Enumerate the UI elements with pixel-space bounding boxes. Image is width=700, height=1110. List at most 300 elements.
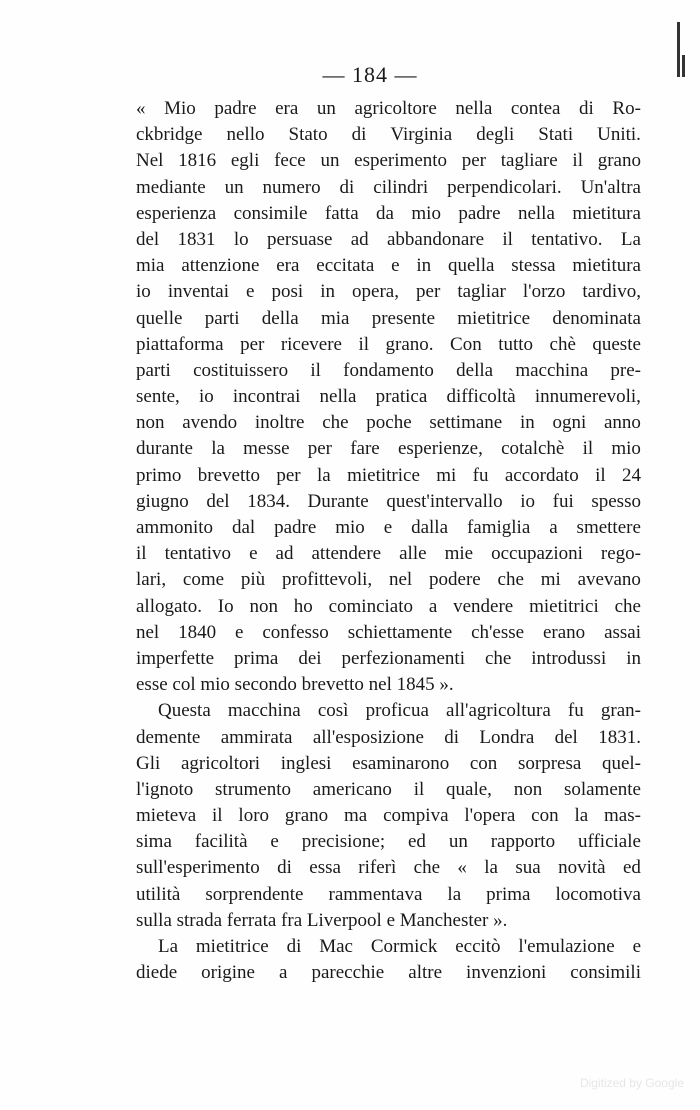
word: denominata <box>552 307 641 329</box>
word: confesso <box>262 621 329 643</box>
text-line <box>136 463 641 489</box>
word: grano <box>597 150 641 172</box>
word: ogni <box>552 412 587 434</box>
word: agricoltore <box>354 98 437 119</box>
word: di <box>579 98 594 119</box>
word: nella <box>319 386 357 408</box>
word: Londra <box>479 726 535 748</box>
word: un <box>316 98 336 119</box>
word: americano <box>312 778 392 800</box>
word: mie <box>444 543 474 565</box>
word: famiglia <box>466 517 531 538</box>
word: attenzione <box>181 255 260 277</box>
word: Ro- <box>612 98 641 119</box>
text-line <box>136 384 641 410</box>
word: più <box>240 569 266 591</box>
word: occupazioni <box>491 543 583 565</box>
word: come <box>182 569 225 591</box>
word: avendo <box>182 412 238 434</box>
word: all'agricoltura <box>446 700 551 722</box>
word: origine <box>201 962 255 984</box>
text-line <box>136 436 641 462</box>
word: a <box>549 517 558 538</box>
word: Stato <box>288 124 328 146</box>
word: ricevere <box>280 333 342 355</box>
text-line-paragraph-end: sulla strada ferrata fra Liverpool e Manchester ». <box>136 909 508 931</box>
word: e <box>235 621 244 643</box>
word: tardivo, <box>582 281 641 303</box>
word: assai <box>604 621 641 643</box>
text-line <box>136 620 641 646</box>
text-line <box>136 332 641 358</box>
word: per <box>416 281 441 303</box>
word: contea <box>510 98 561 119</box>
word: fu <box>567 700 584 722</box>
word: locomotiva <box>555 883 641 905</box>
word: messe <box>243 438 290 460</box>
word: abbandonare <box>387 228 485 250</box>
word: di <box>444 726 460 748</box>
word: per <box>461 150 487 172</box>
word: del <box>136 228 160 250</box>
text-line <box>136 410 641 436</box>
text-line <box>136 803 641 829</box>
word: l'ignoto <box>136 778 194 800</box>
word: Virginia <box>390 124 453 146</box>
word: Un'altra <box>580 176 641 198</box>
word: in <box>320 281 336 303</box>
word: quale, <box>446 778 492 800</box>
word: inventai <box>167 281 230 303</box>
word: gran- <box>600 700 641 722</box>
text-line <box>136 960 641 986</box>
word: Io <box>217 595 234 617</box>
word: 1834. <box>247 490 290 512</box>
word: facilità <box>194 831 248 853</box>
word: Nel <box>136 150 164 172</box>
word: Uniti. <box>597 124 641 146</box>
word: del <box>206 490 230 512</box>
text-line <box>136 855 641 881</box>
word: tentativo. <box>531 228 603 250</box>
word: quel- <box>601 752 641 774</box>
word: demente <box>136 726 201 748</box>
word: l'emulazione <box>518 936 615 957</box>
text-line <box>136 96 641 122</box>
word: e <box>632 936 641 957</box>
word: che <box>484 647 512 669</box>
word: della <box>261 307 299 329</box>
word: chè <box>549 333 576 355</box>
word: consimile <box>233 202 308 224</box>
text-line <box>136 358 641 384</box>
word: il <box>136 543 147 565</box>
word: mia <box>320 307 350 329</box>
word: parecchie <box>311 962 385 984</box>
word: e <box>249 543 258 565</box>
word: in <box>519 412 535 434</box>
word: durante <box>136 438 193 460</box>
word: pre- <box>610 359 641 381</box>
word: Cormick <box>370 936 438 957</box>
word: cominciato <box>328 595 414 617</box>
word: novità <box>558 857 606 879</box>
word: nel <box>136 621 160 643</box>
word: Stati <box>538 124 574 146</box>
word: da <box>376 202 394 224</box>
word: non <box>513 778 543 800</box>
word: difficoltà <box>446 386 516 408</box>
word: sima <box>136 831 172 853</box>
word: grano. <box>385 333 434 355</box>
word: quest'intervallo <box>386 490 503 512</box>
word: lari, <box>136 569 167 591</box>
word: e <box>270 831 279 853</box>
word: primo <box>136 464 182 486</box>
word: l'opera <box>464 805 516 827</box>
word: mietitrice <box>195 936 269 957</box>
text-line <box>136 594 641 620</box>
word: piattaforma <box>136 333 224 355</box>
text-line <box>136 122 641 148</box>
word: parti <box>204 307 240 329</box>
word: padre <box>274 517 317 538</box>
word: consimili <box>570 962 641 984</box>
word: di <box>286 936 302 957</box>
word: posi <box>271 281 304 303</box>
word: nel <box>389 569 413 591</box>
word: esaminarono <box>352 752 450 774</box>
word: numero <box>262 176 321 198</box>
word: mieteva <box>136 805 197 827</box>
word: podere <box>429 569 481 591</box>
text-line <box>136 882 641 908</box>
word: fui <box>552 490 574 512</box>
word: 1831. <box>598 726 641 748</box>
word: dalla <box>411 517 449 538</box>
word: sua <box>515 857 541 879</box>
word: quelle <box>136 307 183 329</box>
word: schiettamente <box>347 621 453 643</box>
text-line-paragraph-start <box>136 934 641 960</box>
word: la <box>574 805 589 827</box>
word: 24 <box>621 464 641 486</box>
text-line <box>136 567 641 593</box>
word: esperienza <box>136 202 217 224</box>
word: rapporto <box>490 831 556 853</box>
word: di <box>339 176 355 198</box>
word: nello <box>226 124 265 146</box>
word: giugno <box>136 490 189 512</box>
word: prima <box>234 647 279 669</box>
word: lo <box>233 228 249 250</box>
word: essa <box>309 857 341 879</box>
word: che <box>614 595 641 617</box>
word: ed <box>622 857 641 879</box>
word: stessa <box>511 255 556 277</box>
word: ckbridge <box>136 124 203 146</box>
word: parti <box>136 359 171 381</box>
word: tagliar <box>457 281 506 303</box>
word: sente, <box>136 386 180 408</box>
word: ch'esse <box>471 621 525 643</box>
word: macchina <box>227 700 301 722</box>
word: la <box>447 883 462 905</box>
word: a <box>279 962 288 984</box>
word: perpendicolari. <box>447 176 562 198</box>
text-line <box>136 725 641 751</box>
word: l'orzo <box>522 281 566 303</box>
word: invenzioni <box>466 962 547 984</box>
word: avevano <box>577 569 641 591</box>
word: riferì <box>358 857 397 879</box>
word: loro <box>238 805 270 827</box>
word: che <box>497 569 524 591</box>
word: mio <box>411 202 441 224</box>
word: con <box>469 752 498 774</box>
word: eccitò <box>455 936 501 957</box>
word: attendere <box>311 543 382 565</box>
word: costituissero <box>193 359 289 381</box>
word: io <box>520 490 536 512</box>
word: cilindri <box>373 176 429 198</box>
word: tentativo <box>164 543 232 565</box>
word: spesso <box>591 490 641 512</box>
word: opera, <box>352 281 399 303</box>
word: il <box>413 778 425 800</box>
word: inoltre <box>254 412 305 434</box>
page-number: — 184 — <box>322 62 418 87</box>
word: compiva <box>383 805 449 827</box>
word: brevetto <box>197 464 261 486</box>
word: fare <box>350 438 380 460</box>
word: 1840 <box>178 621 217 643</box>
word: 1816 <box>178 150 217 172</box>
word: che <box>413 857 441 879</box>
word: padre <box>458 202 501 224</box>
word: nella <box>517 202 555 224</box>
word: della <box>456 359 494 381</box>
word: strumento <box>215 778 292 800</box>
word: smettere <box>576 517 641 538</box>
text-line <box>136 306 641 332</box>
word: fece <box>274 150 306 172</box>
word: vendere <box>453 595 514 617</box>
word: La <box>620 228 641 250</box>
word: precisione; <box>301 831 386 853</box>
word: mietitura <box>572 255 641 277</box>
word: padre <box>214 98 257 119</box>
word: agricoltori <box>180 752 261 774</box>
word: « <box>457 857 467 879</box>
text-line <box>136 829 641 855</box>
word: sull'esperimento <box>136 857 260 879</box>
word: « <box>136 98 146 119</box>
word: presente <box>371 307 436 329</box>
word: innumerevoli, <box>534 386 641 408</box>
word: un <box>448 831 468 853</box>
word: mi <box>540 569 561 591</box>
word: imperfette <box>136 647 215 669</box>
digitization-watermark: Digitized by Google <box>579 1076 684 1090</box>
text-line <box>136 646 641 672</box>
word: la <box>317 464 331 486</box>
text-line <box>136 279 641 305</box>
word: eccitata <box>316 255 375 277</box>
word: con <box>531 805 559 827</box>
word: Mac <box>319 936 353 957</box>
text-line-paragraph-end: esse col mio secondo brevetto nel 1845 ». <box>136 674 454 696</box>
word: di <box>277 857 292 879</box>
word: prima <box>486 883 531 905</box>
word: la <box>211 438 225 460</box>
word: Gli <box>136 752 161 774</box>
word: 1831 <box>177 228 216 250</box>
word: allogato. <box>136 595 202 617</box>
word: pratica <box>375 386 428 408</box>
word: profittevoli, <box>281 569 373 591</box>
word: mio <box>335 517 365 538</box>
text-line <box>136 227 641 253</box>
word: non <box>249 595 278 617</box>
word: ma <box>344 805 368 827</box>
word: del <box>554 726 578 748</box>
word: in <box>626 647 641 669</box>
word: mietitura <box>572 202 641 224</box>
word: La <box>158 936 179 957</box>
word: e <box>246 281 255 303</box>
word: per <box>240 333 265 355</box>
word: tutto <box>498 333 534 355</box>
word: ammonito <box>136 517 214 538</box>
word: il <box>358 333 370 355</box>
word: fatta <box>324 202 359 224</box>
word: mediante <box>136 176 206 198</box>
word: il <box>582 438 594 460</box>
word: all'esposizione <box>312 726 424 748</box>
text-line <box>136 148 641 174</box>
word: la <box>484 857 498 879</box>
word: esperimento <box>354 150 448 172</box>
word: accordato <box>504 464 579 486</box>
word: io <box>198 386 214 408</box>
word: e <box>391 255 400 277</box>
word: un <box>320 150 340 172</box>
word: ad <box>350 228 369 250</box>
word: in <box>416 255 432 277</box>
word: cotalchè <box>501 438 565 460</box>
word: a <box>428 595 438 617</box>
word: quella <box>447 255 495 277</box>
word: dei <box>298 647 322 669</box>
word: mietitrici <box>529 595 599 617</box>
word: di <box>351 124 367 146</box>
text-line <box>136 515 641 541</box>
word: persuase <box>266 228 333 250</box>
word: diede <box>136 962 178 984</box>
word: erano <box>542 621 586 643</box>
word: poche <box>366 412 412 434</box>
word: settimane <box>429 412 503 434</box>
word: un <box>224 176 244 198</box>
word: dal <box>231 517 256 538</box>
text-line <box>136 489 641 515</box>
word: tagliare <box>500 150 558 172</box>
word: mietitrice <box>347 464 420 486</box>
word: mi <box>436 464 457 486</box>
word: perfezionamenti <box>341 647 465 669</box>
word: il <box>595 464 606 486</box>
word: mia <box>136 255 165 277</box>
word: degli <box>476 124 515 146</box>
word: il <box>212 805 223 827</box>
word: il <box>502 228 513 250</box>
word: il <box>572 150 583 172</box>
word: macchina <box>515 359 589 381</box>
word: mio <box>611 438 641 460</box>
word: solamente <box>563 778 641 800</box>
word: era <box>275 98 299 119</box>
word: ho <box>293 595 313 617</box>
word: così <box>317 700 349 722</box>
body-text <box>136 96 641 986</box>
word: ammirata <box>220 726 293 748</box>
word: per <box>307 438 333 460</box>
word: per <box>276 464 301 486</box>
word: ufficiale <box>577 831 641 853</box>
word: anno <box>603 412 641 434</box>
word: altre <box>408 962 443 984</box>
word: era <box>276 255 300 277</box>
word: Durante <box>307 490 369 512</box>
word: io <box>136 281 151 303</box>
text-line <box>136 175 641 201</box>
word: nella <box>455 98 493 119</box>
text-line <box>136 751 641 777</box>
word: inglesi <box>280 752 332 774</box>
word: egli <box>230 150 260 172</box>
word: proficua <box>365 700 429 722</box>
word: il <box>310 359 321 381</box>
word: sorpresa <box>517 752 582 774</box>
word: fu <box>472 464 489 486</box>
word: Con <box>450 333 482 355</box>
word: ad <box>275 543 294 565</box>
word: rego- <box>600 543 641 565</box>
word: fondamento <box>343 359 434 381</box>
word: grano <box>284 805 329 827</box>
word: e <box>383 517 393 538</box>
word: introdussi <box>531 647 607 669</box>
word: ed <box>408 831 426 853</box>
word: alle <box>399 543 427 565</box>
text-line <box>136 541 641 567</box>
text-line <box>136 253 641 279</box>
word: esperienze, <box>397 438 483 460</box>
word: Mio <box>164 98 196 119</box>
text-line-paragraph-start <box>136 698 641 724</box>
word: Questa <box>158 700 211 722</box>
word: mas- <box>604 805 641 827</box>
word: che <box>322 412 349 434</box>
word: incontrai <box>232 386 301 408</box>
word: utilità <box>136 883 181 905</box>
word: sorprendente <box>205 883 304 905</box>
word: queste <box>592 333 641 355</box>
word: mietitrice <box>457 307 531 329</box>
word: non <box>136 412 165 434</box>
text-line <box>136 201 641 227</box>
